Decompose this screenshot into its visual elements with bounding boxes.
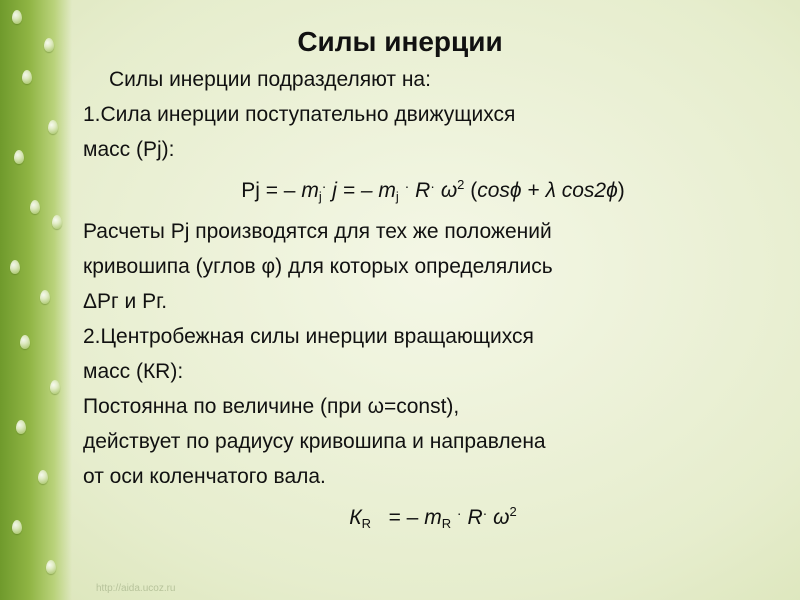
body-line-2: Расчеты Pj производятся для тех же положений bbox=[83, 220, 552, 243]
formula-sub-j: j bbox=[318, 189, 322, 204]
formula-dot: · bbox=[321, 178, 327, 194]
formula-lambda-cos: λ cos2ϕ bbox=[545, 179, 618, 202]
water-drop-icon bbox=[46, 560, 56, 574]
item-1-continuation: масс (Pj): bbox=[83, 138, 175, 161]
formula-sup2: 2 bbox=[457, 177, 465, 192]
water-drop-icon bbox=[30, 200, 40, 214]
formula-K: К bbox=[349, 506, 362, 529]
formula-omega: ω bbox=[440, 179, 458, 202]
formula-eq: = – bbox=[388, 506, 419, 529]
formula-kr-R: R bbox=[467, 506, 483, 529]
formula-sub-j2: j bbox=[395, 189, 399, 204]
body-line-3: кривошипа (углов φ) для которых определялись bbox=[83, 255, 553, 278]
body-line-7: от оси коленчатого вала. bbox=[83, 465, 326, 488]
water-drop-icon bbox=[10, 260, 20, 274]
formula-kr-sup2: 2 bbox=[509, 504, 517, 519]
water-drop-icon bbox=[12, 520, 22, 534]
formula-dot2: · bbox=[404, 178, 410, 194]
water-drop-icon bbox=[16, 420, 26, 434]
item-1-text: 1.Сила инерции поступательно движущихся bbox=[83, 103, 516, 126]
formula-open-paren: ( bbox=[470, 179, 478, 202]
intro-text: Силы инерции подразделяют на: bbox=[109, 68, 431, 91]
decorative-left-band bbox=[0, 0, 72, 600]
formula-kr bbox=[83, 494, 783, 541]
formula-kr-omega: ω bbox=[493, 506, 510, 529]
formula-R: R bbox=[415, 179, 431, 202]
formula-j-eq: j = – bbox=[332, 179, 373, 202]
formula-kr-dot: · bbox=[456, 505, 462, 521]
water-drop-icon bbox=[52, 215, 62, 229]
water-drop-icon bbox=[20, 335, 30, 349]
formula-sub-R2: R bbox=[441, 516, 452, 531]
formula-sub-R: R bbox=[361, 516, 372, 531]
water-drop-icon bbox=[50, 380, 60, 394]
formula-plus: + bbox=[527, 179, 540, 202]
water-drop-icon bbox=[48, 120, 58, 134]
water-drop-icon bbox=[14, 150, 24, 164]
formula-pj bbox=[83, 167, 783, 214]
formula-m2: m bbox=[378, 179, 396, 202]
body-line-6: действует по радиусу кривошипа и направлена bbox=[83, 430, 546, 453]
water-drop-icon bbox=[12, 10, 22, 24]
body-line-4: ΔРг и Рг. bbox=[83, 290, 168, 313]
formula-kr-dot2: · bbox=[482, 505, 488, 521]
body-line-5: Постоянна по величине (при ω=const), bbox=[83, 395, 460, 418]
formula-dot3: · bbox=[430, 178, 435, 194]
formula-mR: m bbox=[424, 506, 442, 529]
formula-m: m bbox=[301, 179, 319, 202]
watermark-text: http://aida.ucoz.ru bbox=[96, 583, 176, 594]
item-2-continuation: масс (КR): bbox=[83, 360, 184, 383]
water-drop-icon bbox=[38, 470, 48, 484]
formula-cos: cosϕ bbox=[477, 179, 522, 202]
item-2-text: 2.Центробежная силы инерции вращающихся bbox=[83, 325, 534, 348]
slide-title: Силы инерции bbox=[297, 26, 503, 57]
water-drop-icon bbox=[40, 290, 50, 304]
formula-close-paren: ) bbox=[617, 179, 625, 202]
water-drop-icon bbox=[22, 70, 32, 84]
slide-body bbox=[83, 62, 783, 541]
formula-pj-lhs: Pj = – bbox=[241, 179, 296, 202]
